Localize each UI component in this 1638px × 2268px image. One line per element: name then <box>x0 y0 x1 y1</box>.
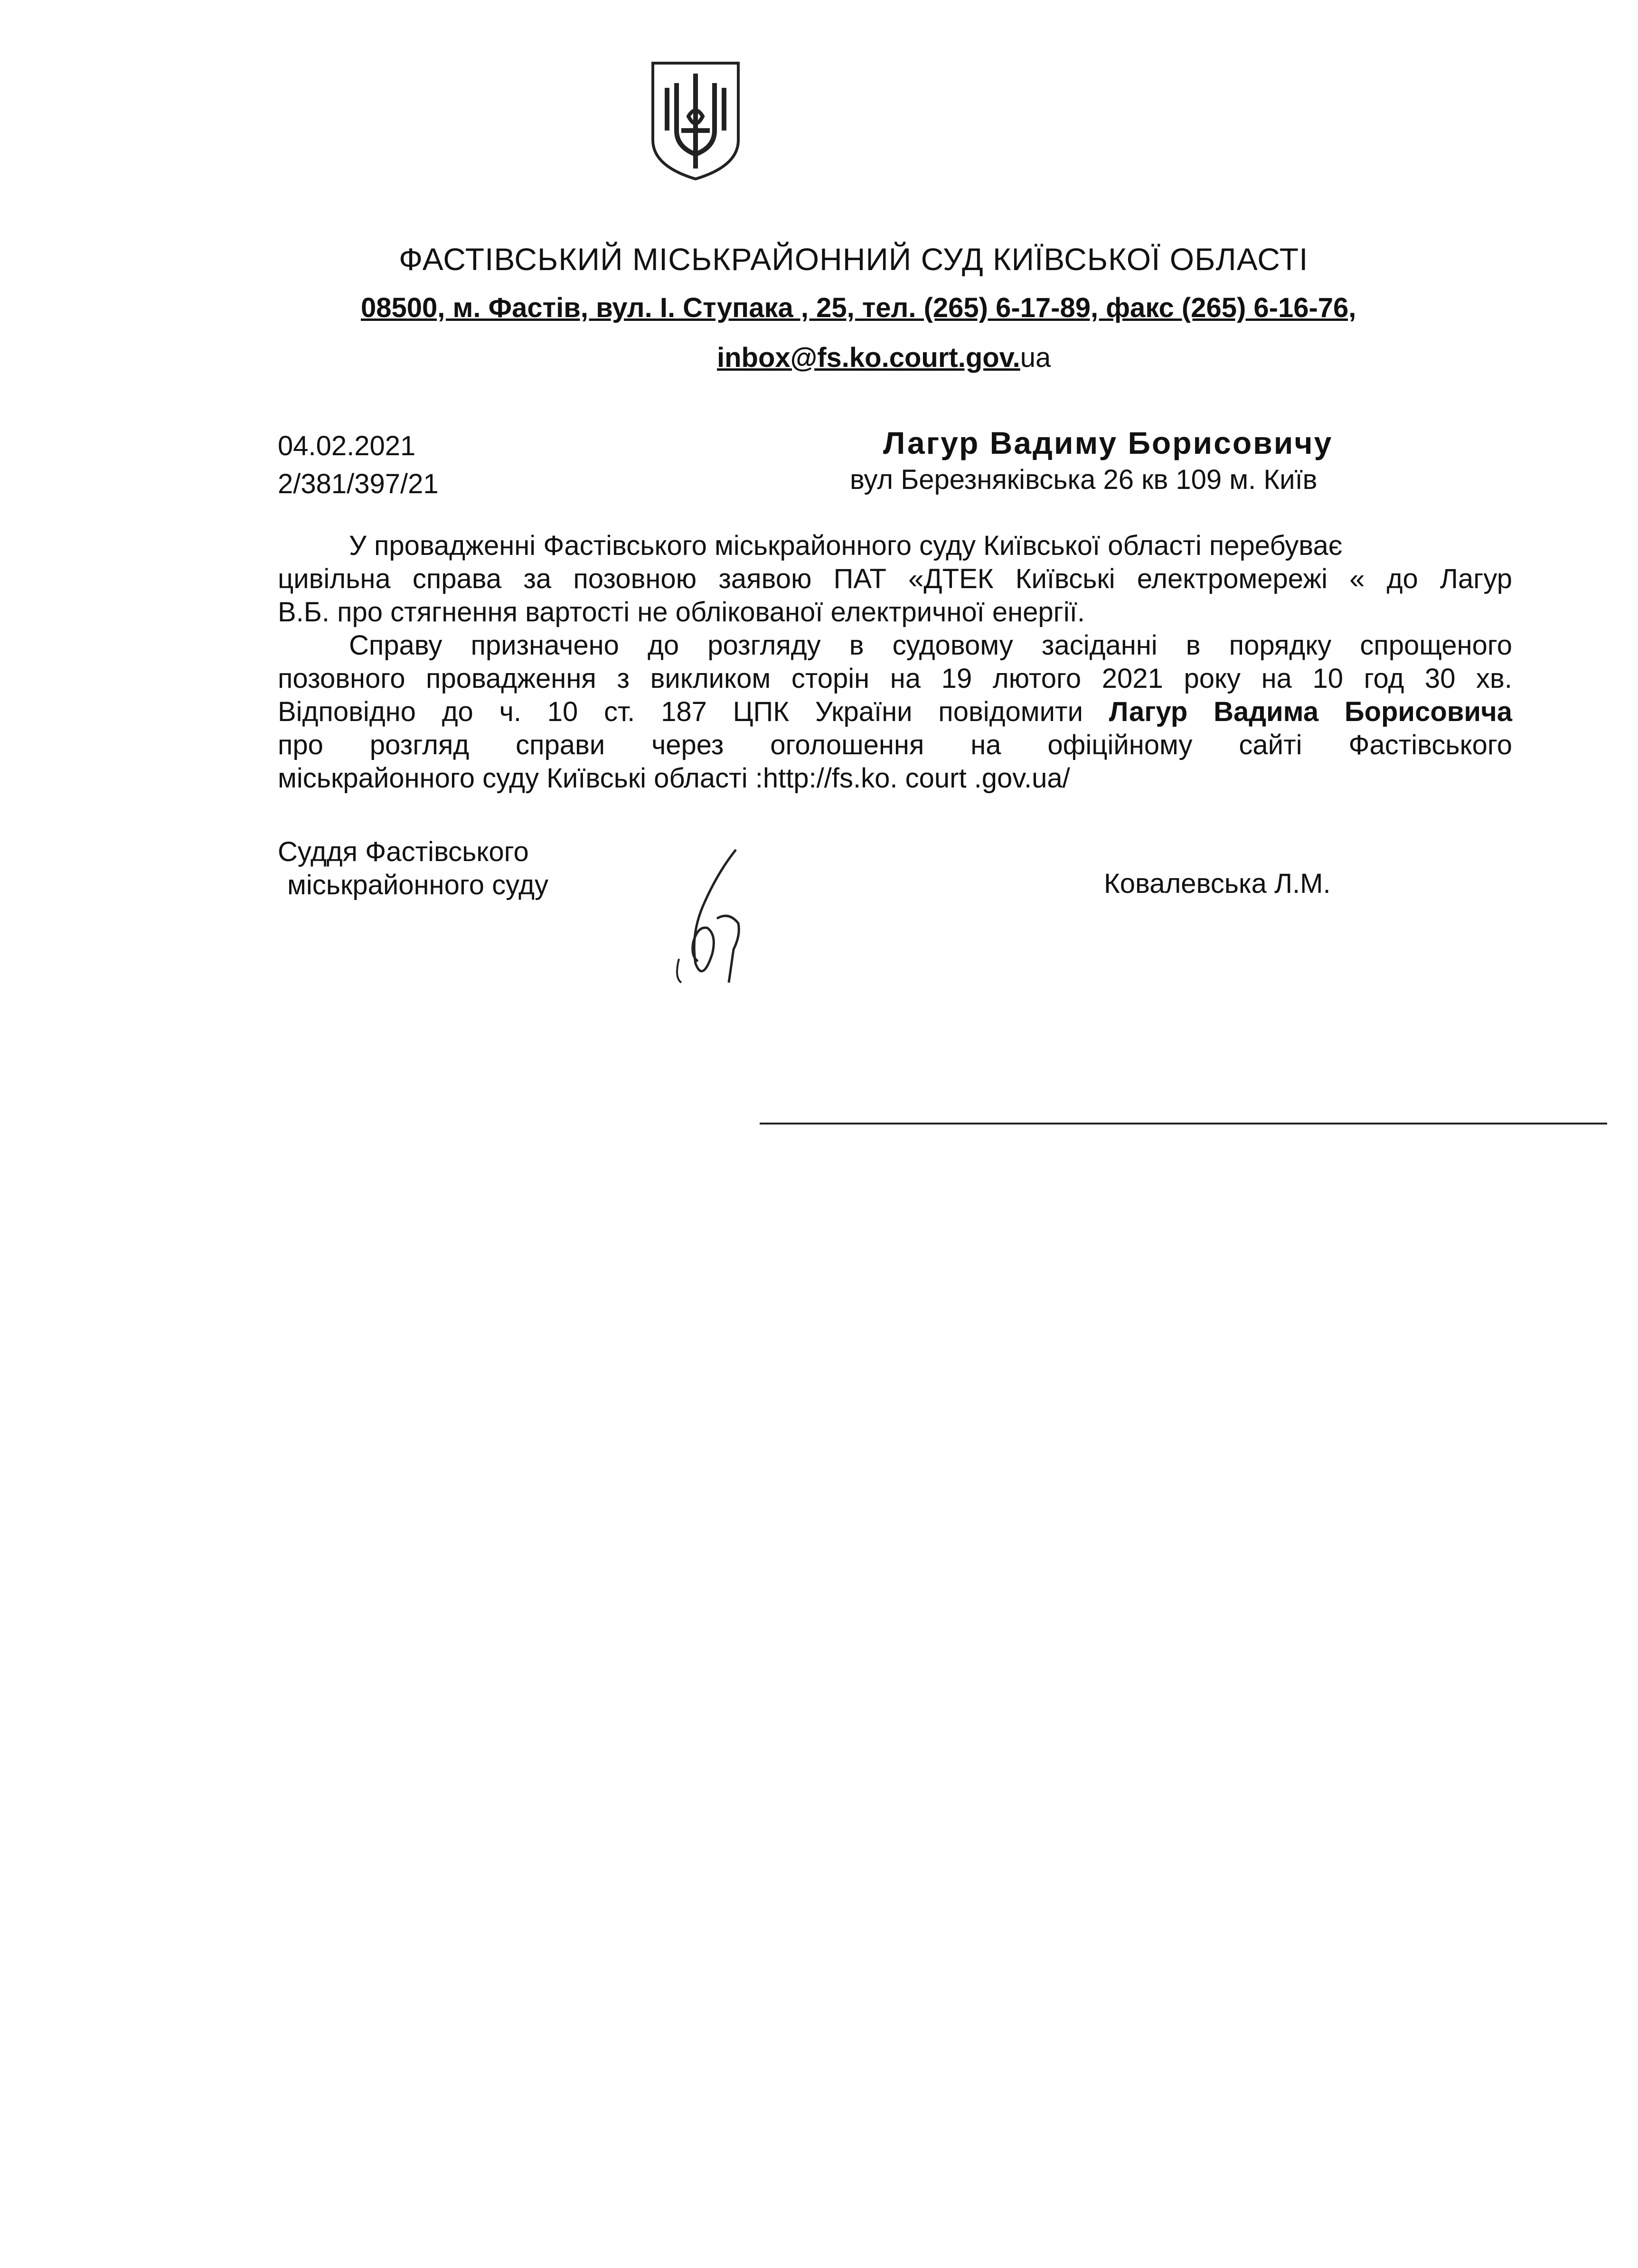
judge-title-line-2: міськрайонного суду <box>287 870 549 900</box>
paragraph-2-line-1: Справу призначено до розгляду в судовому засіданні в порядку спрощеного <box>349 630 1512 661</box>
court-address: 08500, м. Фастів, вул. І. Ступака , 25, тел. (265) 6-17-89, факс (265) 6-16-76, <box>361 292 1356 323</box>
paragraph-2-line-2: позовного провадження з викликом сторін на 19 лютого 2021 року на 10 год 30 хв. <box>278 663 1512 694</box>
paragraph-2-line-5: міськрайонного суду Київські області :http://fs.ko. court .gov.ua/ <box>278 763 1070 794</box>
document-meta <box>278 427 439 503</box>
recipient-name: Лагур Вадиму Борисовичу <box>883 425 1333 460</box>
judge-title <box>278 835 548 902</box>
coat-of-arms-icon <box>648 59 743 183</box>
handwritten-signature <box>646 840 764 992</box>
judge-name: Ковалевська Л.М. <box>1104 868 1331 899</box>
court-email-tail: ua <box>1020 342 1051 373</box>
paragraph-2-line-3 <box>278 695 1512 729</box>
paragraph-1-line-3: В.Б. про стягнення вартості не облікованої електричної енергії. <box>278 597 1085 628</box>
case-number: 2/381/397/21 <box>278 469 439 499</box>
court-email-link[interactable]: inbox@fs.ko.court.gov. <box>717 342 1020 373</box>
divider-line <box>760 1123 1607 1125</box>
paragraph-2-line-4: про розгляд справи через оголошення на офіційному сайті Фастівського <box>278 730 1512 760</box>
paragraph-1-line-2: цивільна справа за позовною заявою ПАТ «ДТЕК Київські електромережі « до Лагур <box>278 563 1512 594</box>
paragraph-2-line-3-text: Відповідно до ч. 10 ст. 187 ЦПК України повідомити <box>278 696 1109 727</box>
court-email <box>717 342 1051 374</box>
recipient-address: вул Березняківська 26 кв 109 м. Київ <box>850 464 1318 495</box>
judge-title-line-1: Суддя Фастівського <box>278 836 529 867</box>
paragraph-1-line-1: У провадженні Фастівського міськрайонного суду Київської області перебуває <box>349 530 1343 561</box>
defendant-name: Лагур Вадима Борисовича <box>1109 696 1513 727</box>
document-date: 04.02.2021 <box>278 431 416 461</box>
court-name: ФАСТІВСЬКИЙ МІСЬКРАЙОННИЙ СУД КИЇВСЬКОЇ ОБЛАСТІ <box>399 242 1309 277</box>
letter-body <box>278 529 1512 795</box>
